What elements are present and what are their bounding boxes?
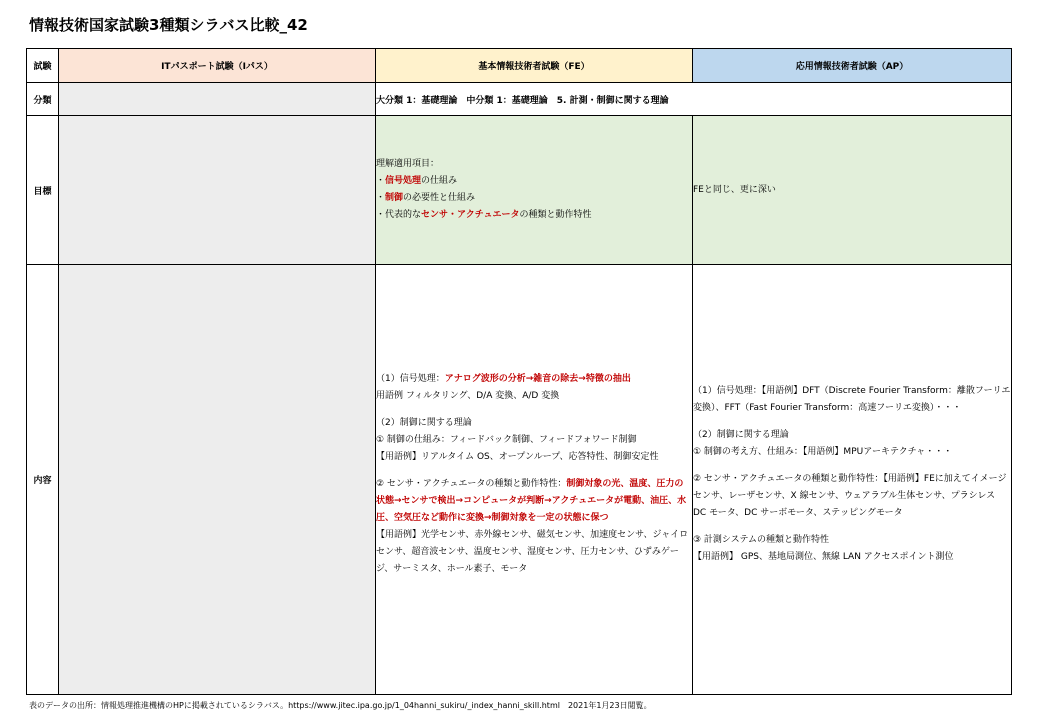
- content-ap-control: （2）制御に関する理論 ① 制御の考え方、仕組み：【用語例】MPUアーキテクチャ・・・: [693, 430, 953, 457]
- content-fe-signal: （1）信号処理：アナログ波形の分析→雑音の除去→特徴の抽出 用語例 フィルタリング、D/A 変換、A/D 変換: [376, 374, 631, 401]
- classification-text: 大分類 1：基礎理論 中分類 1：基礎理論 5. 計測・制御に関する理論: [376, 83, 1012, 116]
- goal-ip-cell: [59, 116, 376, 265]
- header-row: [27, 49, 1012, 83]
- content-ap-cell: [693, 265, 1012, 695]
- content-ap-measurement: ③ 計測システムの種類と動作特性 【用語例】 GPS、基地局測位、無線 LAN アクセスポイント測位: [693, 535, 954, 562]
- syllabus-table: [26, 48, 1012, 695]
- content-row: [27, 265, 1012, 695]
- classification-row: [27, 83, 1012, 116]
- header-ap: 応用情報技術者試験（AP）: [693, 49, 1012, 83]
- page-title: 情報技術国家試験3種類シラバス比較_42: [29, 16, 308, 34]
- content-ap-signal: （1）信号処理：【用語例】DFT（Discrete Fourier Transform：離散フーリエ変換）、FFT（Fast Fourier Transform：高速フーリエ変換）・・・: [693, 386, 1011, 413]
- row-label-content: 内容: [27, 265, 59, 695]
- goal-fe-intro: 理解適用項目：: [376, 159, 440, 169]
- row-label-exam: 試験: [27, 49, 59, 83]
- content-ap-sensor: ② センサ・アクチュエータの種類と動作特性：【用語例】FEに加えてイメージセンサ、レーザセンサ、X 線センサ、ウェアラブル生体センサ、プラシレス DC モータ、DC サーボモータ、ステッピングモータ: [693, 474, 1007, 518]
- header-ip: ITパスポート試験（Iパス）: [59, 49, 376, 83]
- row-label-goal: 目標: [27, 116, 59, 265]
- goal-row: [27, 116, 1012, 265]
- goal-fe-cell: [376, 116, 693, 265]
- content-fe-sensor: ② センサ・アクチュエータの種類と動作特性：制御対象の光、温度、圧力の状態→センサで検出→コンピュータが判断→アクチュエータが電動、油圧、水圧、空気圧など動作に変換→制御対象を一定の状態に保つ 【用語例】光学センサ、赤外線センサ、磁気センサ、加速度センサ、ジャイロセンサ、超音波センサ、温度センサ、湿度センサ、圧力センサ、ひずみゲージ、サーミスタ、ホール素子、モータ: [376, 479, 689, 574]
- content-fe-cell: [376, 265, 693, 695]
- goal-fe-line-2: ・制御の必要性と仕組み: [376, 193, 476, 203]
- classification-ip-cell: [59, 83, 376, 116]
- source-footnote: 表のデータの出所：情報処理推進機構のHPに掲載されているシラバス。https://www.jitec.ipa.go.jp/1_04hanni_sukiru/_index_hanni_skill.html 2021年1月23日閲覧。: [29, 701, 652, 710]
- content-ip-cell: [59, 265, 376, 695]
- goal-fe-line-1: ・信号処理の仕組み: [376, 176, 458, 186]
- goal-ap-cell: FEと同じ、更に深い: [693, 116, 1012, 265]
- header-fe: 基本情報技術者試験（FE）: [376, 49, 693, 83]
- row-label-classification: 分類: [27, 83, 59, 116]
- goal-fe-line-3: ・代表的なセンサ・アクチュエータの種類と動作特性: [376, 210, 592, 220]
- content-fe-control: （2）制御に関する理論 ① 制御の仕組み：フィードバック制御、フィードフォワード制御 【用語例】リアルタイム OS、オープンループ、応答特性、制御安定性: [376, 418, 659, 462]
